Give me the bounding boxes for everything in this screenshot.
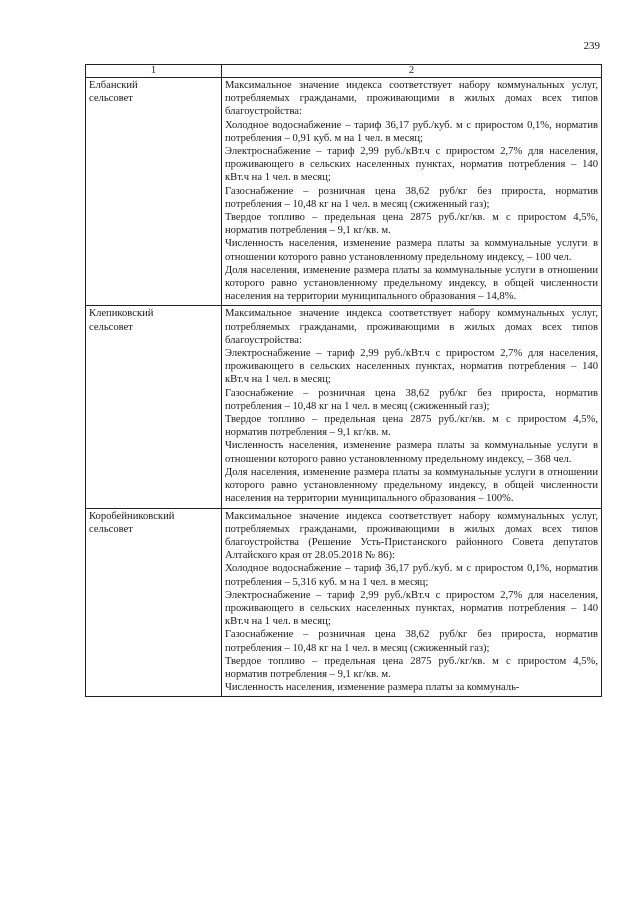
utility-item: Твердое топливо – предельная цена 2875 руб./кг/кв. м с приростом 4,5%, норматив потребления – 9,1 кг/кв. м. <box>225 655 598 680</box>
intro-text: Максимальное значение индекса соответствует набору коммунальных услуг, потребляемых гражданами, проживающими в жилых домах всех типов благоустройства: <box>225 80 598 118</box>
intro-text: Максимальное значение индекса соответствует набору коммунальных услуг, потребляемых гражданами, проживающими в жилых домах всех типов благоустройства (Решение Усть-Пристанского районного Совета депутатов Алтайского края от 28.05.2018 № 86): <box>225 510 598 562</box>
share-text: Доля населения, изменение размера платы за коммунальные услуги в отношении которого равно установленному предельному индексу, в общей численности населения на территории муниципального образования – 100%. <box>225 466 598 505</box>
population-text: Численность населения, изменение размера платы за коммунальные услуги в отношении которого равно установленному предельному индексу, – 100 чел. <box>225 238 598 263</box>
utility-item: Твердое топливо – предельная цена 2875 руб./кг/кв. м с приростом 4,5%, норматив потребления – 9,1 кг/кв. м. <box>225 212 598 237</box>
table-row <box>86 306 602 508</box>
municipality-name-text: Коробейниковский сельсовет <box>89 510 175 535</box>
utility-item: Газоснабжение – розничная цена 38,62 руб/кг без прироста, норматив потребления – 10,48 кг на 1 чел. в месяц (сжиженный газ); <box>225 387 598 412</box>
municipality-name <box>86 508 222 697</box>
utility-index-table <box>85 64 602 697</box>
population-text: Численность населения, изменение размера платы за коммунальные услуги в отношении которого равно установленному предельному индексу, – 368 чел. <box>225 440 598 465</box>
utility-item: Электроснабжение – тариф 2,99 руб./кВт.ч с приростом 2,7% для населения, проживающего в сельских населенных пунктах, норматив потребления – 140 кВт.ч на 1 чел. в месяц; <box>225 146 598 184</box>
table-row <box>86 508 602 697</box>
column-header-2: 2 <box>222 65 602 78</box>
municipality-name-text: Клепиковский сельсовет <box>89 308 154 333</box>
population-text: Численность населения, изменение размера платы за коммуналь- <box>225 682 520 694</box>
index-description <box>222 306 602 508</box>
utility-item: Холодное водоснабжение – тариф 36,17 руб./куб. м с приростом 0,1%, норматив потребления – 5,316 куб. м на 1 чел. в месяц; <box>225 563 598 588</box>
utility-item: Газоснабжение – розничная цена 38,62 руб/кг без прироста, норматив потребления – 10,48 кг на 1 чел. в месяц (сжиженный газ); <box>225 629 598 654</box>
table-header-row <box>86 65 602 78</box>
municipality-name-text: Елбанский сельсовет <box>89 80 138 105</box>
municipality-name <box>86 306 222 508</box>
utility-item: Электроснабжение – тариф 2,99 руб./кВт.ч с приростом 2,7% для населения, проживающего в сельских населенных пунктах, норматив потребления – 140 кВт.ч на 1 чел. в месяц; <box>225 348 598 386</box>
index-description <box>222 508 602 697</box>
municipality-name <box>86 78 222 306</box>
index-description <box>222 78 602 306</box>
page-number: 239 <box>583 40 600 52</box>
table-row <box>86 78 602 306</box>
column-header-1: 1 <box>86 65 222 78</box>
utility-item: Электроснабжение – тариф 2,99 руб./кВт.ч с приростом 2,7% для населения, проживающего в сельских населенных пунктах, норматив потребления – 140 кВт.ч на 1 чел. в месяц; <box>225 589 598 628</box>
utility-item: Газоснабжение – розничная цена 38,62 руб/кг без прироста, норматив потребления – 10,48 кг на 1 чел. в месяц (сжиженный газ); <box>225 185 598 210</box>
utility-item: Холодное водоснабжение – тариф 36,17 руб./куб. м с приростом 0,1%, норматив потребления – 0,91 куб. м на 1 чел. в месяц; <box>225 119 598 144</box>
utility-item: Твердое топливо – предельная цена 2875 руб./кг/кв. м с приростом 4,5%, норматив потребления – 9,1 кг/кв. м. <box>225 414 598 439</box>
intro-text: Максимальное значение индекса соответствует набору коммунальных услуг, потребляемых гражданами, проживающими в жилых домах всех типов благоустройства: <box>225 308 598 346</box>
share-text: Доля населения, изменение размера платы за коммунальные услуги в отношении которого равно установленному предельному индексу, в общей численности населения на территории муниципального образования – 14,8%. <box>225 264 598 303</box>
